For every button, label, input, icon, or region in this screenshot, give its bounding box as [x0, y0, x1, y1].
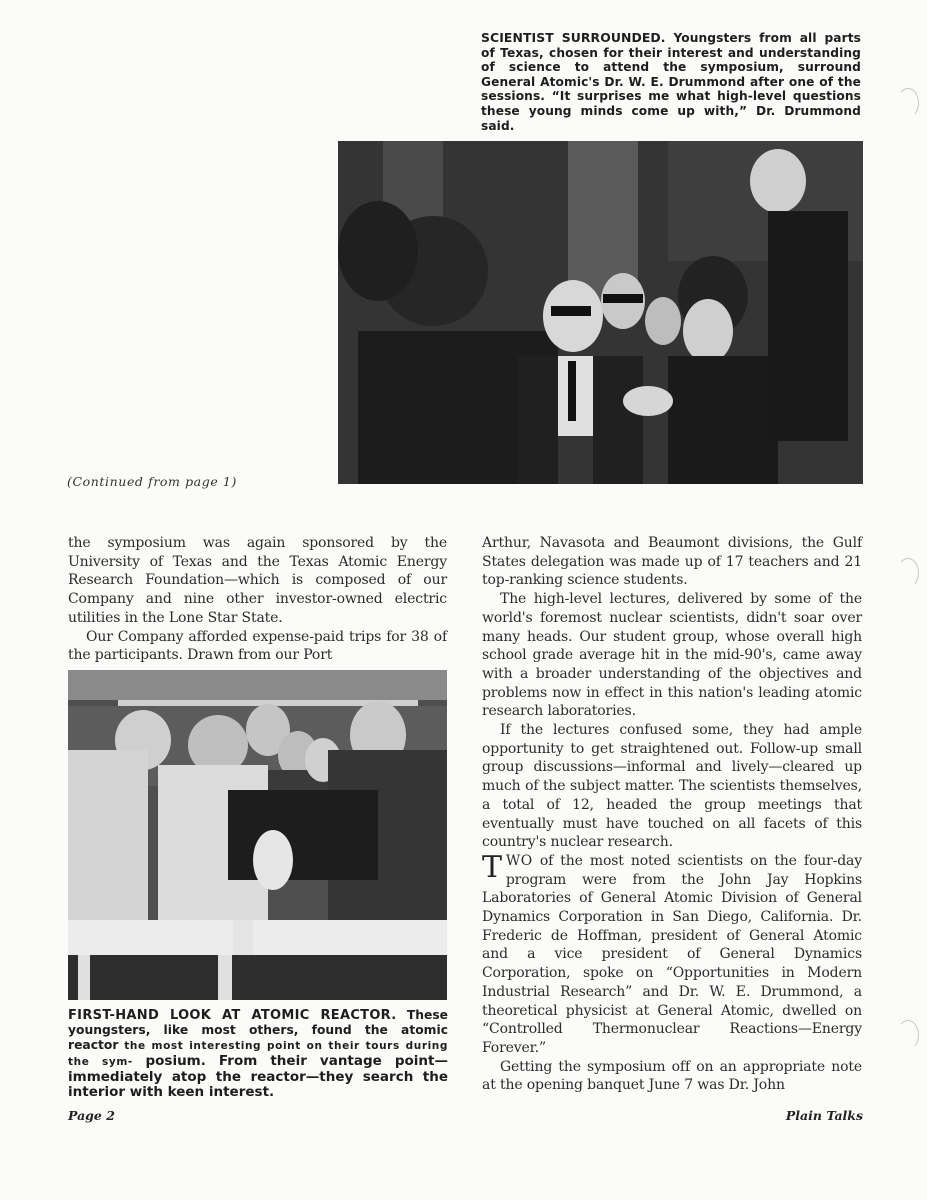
paragraph: Our Company afforded expense-paid trips for 38 of the participants. Drawn from our Port	[68, 628, 447, 664]
photo-scientist-surrounded	[338, 141, 863, 484]
article-column-left	[68, 534, 447, 665]
page-number: Page 2	[68, 1108, 115, 1123]
paragraph: the symposium was again sponsored by the University of Texas and the Texas Atomic Energy Research Foundation—which is composed of our Company and nine other investor-owned electric utilities in the Lone Star State.	[68, 535, 447, 626]
photo-reactor-graphic	[68, 670, 447, 1000]
binder-hole-mark	[897, 88, 919, 118]
photo-caption-scientist-surrounded	[481, 31, 861, 133]
continued-from-note: (Continued from page 1)	[67, 474, 237, 489]
paragraph: Getting the symposium off on an appropriate note at the opening banquet June 7 was Dr. John	[482, 1058, 862, 1094]
caption-text: posium. From their vantage point—immediately atop the reactor—they search the interior with keen interest.	[68, 1053, 448, 1100]
caption-text: These youngsters, like most others, found the atomic reactor	[68, 1008, 448, 1052]
dropcap-caps: WO	[505, 852, 533, 869]
binder-hole-mark	[897, 558, 919, 588]
caption-lead: FIRST-HAND LOOK AT ATOMIC REACTOR.	[68, 1008, 397, 1023]
drop-cap: T	[482, 849, 502, 885]
caption-lead: SCIENTIST SURROUNDED.	[481, 30, 666, 45]
photo-scientist-graphic	[338, 141, 863, 484]
caption-text: Youngsters from all parts of Texas, chosen for their interest and understanding of science to attend the symposium, surround General Atomic's Dr. W. E. Drummond after one of the sessions. “It surprises me what high-level questions these young minds come up with,” Dr. Drummond said.	[481, 31, 862, 133]
binder-hole-mark	[897, 1020, 919, 1050]
dropcap-paragraph-text: of the most noted scientists on the four-day program were from the John Jay Hopkins Laboratories of General Atomic Division of General Dynamics Corporation in San Diego, California. Dr. Frederic de Hoffman, president of General Atomic and a vice president of General Dynamics Corporation, spoke on “Opportunities in Modern Industrial Research” and Dr. W. E. Drummond, a theoretical physicist at General Atomic, dwelled on “Controlled Thermonuclear Reactions—Energy Forever.”	[482, 852, 862, 1056]
paragraph: The high-level lectures, delivered by some of the world's foremost nuclear scientists, didn't soar over many heads. Our student group, whose overall high school grade average hit in the mid-90's, came away with a broader understanding of the objectives and problems now in effect in this nation's leading atomic research laboratories.	[482, 591, 862, 720]
publication-name: Plain Talks	[785, 1108, 863, 1123]
caption-text: the most interesting point on their tours during the sym-	[68, 1040, 448, 1068]
article-column-right	[482, 534, 862, 1095]
photo-caption-atomic-reactor	[68, 1008, 448, 1100]
photo-atomic-reactor	[68, 670, 447, 1000]
paragraph: Arthur, Navasota and Beaumont divisions, the Gulf States delegation was made up of 17 teachers and 21 top-ranking science students.	[482, 535, 862, 589]
paragraph: If the lectures confused some, they had ample opportunity to get straightened out. Follow-up small group discussions—informal and lively—cleared up much of the subject matter. The scientists themselves, a total of 12, headed the group meetings that eventually must have touched on all facets of this country's nuclear research.	[482, 722, 862, 851]
paragraph-with-dropcap	[482, 849, 862, 1058]
